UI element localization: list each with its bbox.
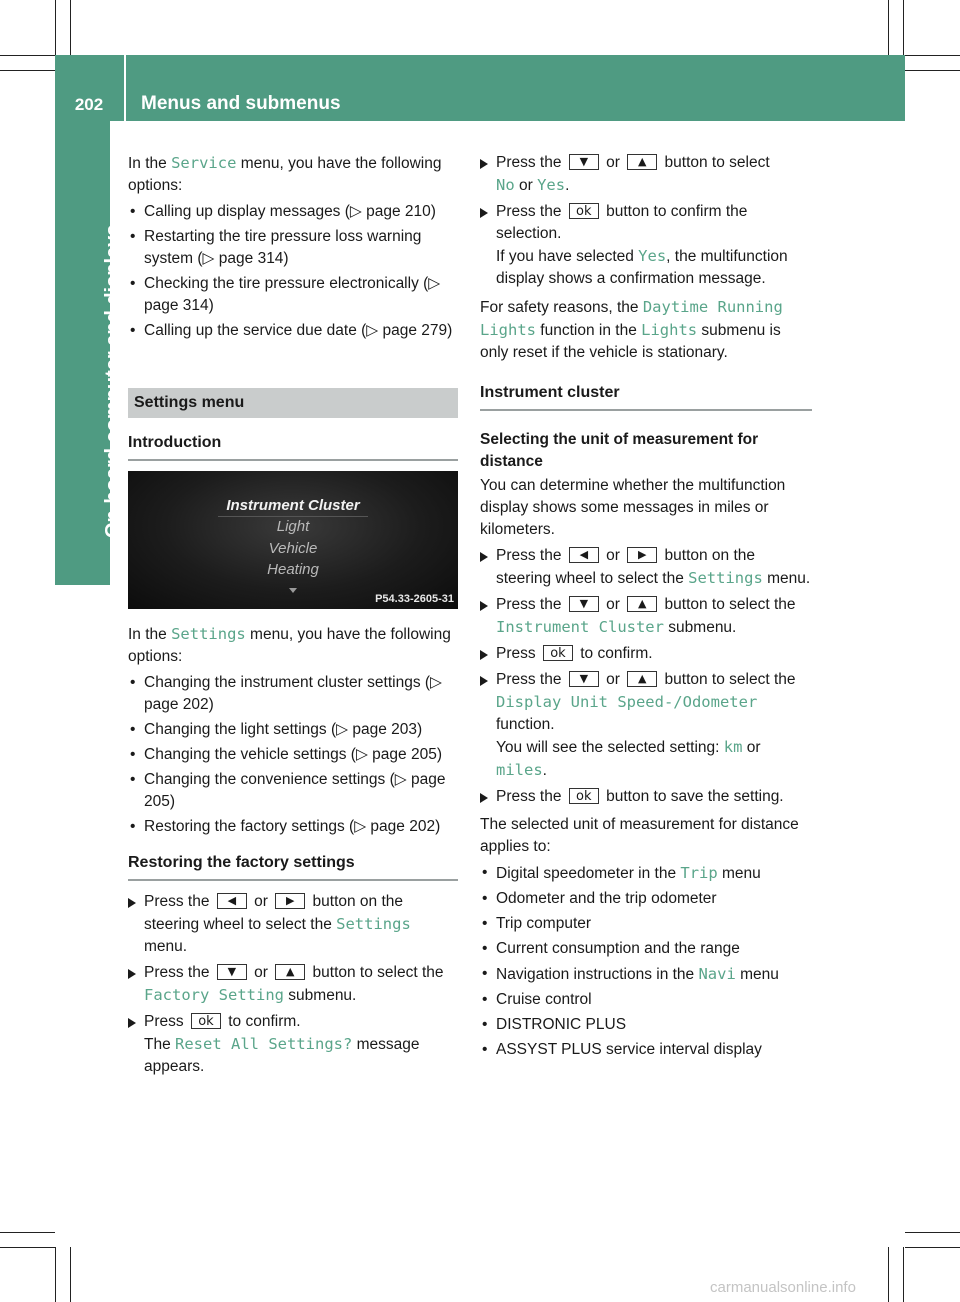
glyph: ok (198, 1014, 214, 1029)
glyph: ▼ (579, 155, 589, 168)
image-code: P54.33-2605-31 (375, 593, 454, 605)
list-item: • Calling up the service due date (▷ page 279) (128, 320, 458, 342)
glyph: ▼ (579, 672, 589, 685)
text: to confirm. (580, 645, 653, 662)
ok-key-icon (569, 788, 599, 804)
header-divider (124, 55, 126, 121)
option-name: miles (496, 761, 543, 779)
text: submenu. (663, 619, 737, 636)
glyph: ▲ (637, 597, 647, 610)
menu-item: Light (276, 518, 310, 535)
text: menu. (762, 570, 811, 587)
step-arrow-icon (480, 552, 488, 562)
function-name: Daytime Running Lights (480, 298, 783, 339)
text: . (542, 762, 547, 779)
menu-name: Factory Setting (144, 986, 284, 1004)
down-key-icon (569, 154, 599, 170)
text: Press (496, 645, 536, 662)
crop-mark (55, 0, 56, 55)
down-key-icon (569, 596, 599, 612)
submenu-name: Instrument Cluster (496, 618, 664, 636)
text: For safety reasons, the (480, 299, 643, 316)
glyph: ok (576, 789, 592, 804)
text: or (254, 893, 268, 910)
text: Press the (496, 203, 562, 220)
text: In the (128, 155, 172, 172)
section-heading: Restoring the factory settings (128, 852, 458, 881)
instruction-step (480, 643, 812, 665)
function-name: Display Unit Speed-/Odometer (496, 693, 758, 711)
list-item: • Checking the tire pressure electronically (▷ page 314) (128, 273, 458, 317)
text: The (144, 1036, 176, 1053)
instruction-step (480, 786, 812, 808)
crop-mark (905, 1232, 960, 1233)
section-heading: Introduction (128, 432, 458, 461)
text: or (606, 154, 620, 171)
text: Press the (496, 788, 562, 805)
section-band: Settings menu (128, 388, 458, 418)
text: Press the (496, 154, 562, 171)
instruction-step (128, 1011, 458, 1078)
list-item (480, 963, 812, 986)
list-item: • Restoring the factory settings (▷ page 202) (128, 816, 458, 838)
text: , the multifunction display shows a confirmation message. (496, 248, 788, 287)
message-name: Reset All Settings? (175, 1035, 353, 1053)
up-key-icon (627, 596, 657, 612)
menu-item: Heating (267, 561, 319, 578)
text: menu (735, 966, 779, 983)
applies-list (480, 862, 812, 1061)
menu-name: Settings (688, 569, 763, 587)
text: menu, you have the following options: (128, 626, 451, 665)
text: submenu. (283, 987, 357, 1004)
watermark: carmanualsonline.info (710, 1279, 856, 1296)
text: or (606, 547, 620, 564)
list-item: • Trip computer (480, 913, 812, 935)
step-arrow-icon (480, 208, 488, 218)
menu-name: Navi (698, 965, 736, 983)
paragraph: The selected unit of measurement for distance applies to: (480, 816, 799, 855)
text: If you have selected (496, 248, 639, 265)
crop-mark (888, 0, 889, 55)
text: Press the (496, 671, 562, 688)
instruction-step (480, 201, 812, 290)
list-item: • Odometer and the trip odometer (480, 888, 812, 910)
crop-mark (70, 1247, 71, 1302)
list-item: • Calling up display messages (▷ page 210) (128, 201, 458, 223)
left-key-icon (217, 893, 247, 909)
text: button to select the (664, 596, 796, 613)
safety-note (480, 296, 812, 364)
instruction-step (480, 152, 812, 197)
page-title: Menus and submenus (141, 93, 341, 114)
crop-mark (888, 1247, 889, 1302)
crop-mark (70, 0, 71, 55)
text: button on the steering wheel to select the (496, 547, 756, 587)
glyph: ▲ (637, 155, 647, 168)
text: or (514, 177, 538, 194)
crop-mark (905, 1247, 960, 1248)
glyph: ok (550, 646, 566, 661)
list-item: • Changing the light settings (▷ page 203) (128, 719, 458, 741)
text: button to select the (312, 964, 444, 981)
text: submenu is only reset if the vehicle is stationary. (480, 322, 781, 361)
text: to confirm. (228, 1013, 301, 1030)
text: Digital speedometer in the (496, 865, 681, 882)
up-key-icon (627, 671, 657, 687)
up-key-icon (275, 964, 305, 980)
text: Press the (144, 893, 210, 910)
text: function. (496, 716, 555, 733)
display-screenshot (128, 471, 458, 609)
glyph: ▼ (579, 597, 589, 610)
menu-item: Vehicle (268, 540, 318, 557)
text: menu, you have the following options: (128, 155, 442, 194)
menu-name: Trip (680, 864, 718, 882)
right-key-icon (627, 547, 657, 563)
ok-key-icon (543, 645, 573, 661)
down-key-icon (217, 964, 247, 980)
text: menu. (144, 938, 188, 955)
step-arrow-icon (480, 159, 488, 169)
instruction-step (128, 962, 458, 1007)
menu-name: Lights (641, 321, 698, 339)
crop-mark (903, 1247, 904, 1302)
text: button to confirm the selection. (496, 203, 748, 242)
option-name: Yes (638, 247, 667, 265)
ok-key-icon (191, 1013, 221, 1029)
list-item: • Changing the instrument cluster settings (▷ page 202) (128, 672, 458, 716)
instruction-step (480, 669, 812, 782)
down-key-icon (569, 671, 599, 687)
list-item: • Current consumption and the range (480, 938, 812, 960)
section-heading: Instrument cluster (480, 382, 812, 411)
text: button on the steering wheel to select the (144, 893, 404, 933)
text: In the (128, 626, 172, 643)
text: Press the (496, 547, 562, 564)
page-number: 202 (74, 95, 104, 114)
right-column (480, 152, 812, 1067)
text: button to select the (664, 671, 796, 688)
crop-mark (55, 1247, 56, 1302)
step-arrow-icon (128, 1018, 136, 1028)
scroll-down-icon (289, 588, 297, 593)
list-item: • Changing the convenience settings (▷ page 205) (128, 769, 458, 813)
step-arrow-icon (480, 793, 488, 803)
text: Press the (496, 596, 562, 613)
glyph: ◀ (579, 548, 589, 561)
left-key-icon (569, 547, 599, 563)
glyph: ▶ (285, 894, 295, 907)
crop-mark (0, 55, 55, 56)
paragraph: You can determine whether the multifunction display shows some messages in miles or kilometers. (480, 477, 786, 538)
option-name: Yes (537, 176, 566, 194)
step-arrow-icon (128, 898, 136, 908)
menu-name: Settings (336, 915, 411, 933)
list-item: • Restarting the tire pressure loss warning system (▷ page 314) (128, 226, 458, 270)
glyph: ▼ (227, 965, 237, 978)
menu-name: Service (171, 154, 237, 172)
text: You will see the selected setting: (496, 739, 724, 756)
text: or (742, 739, 761, 756)
text: Press the (144, 964, 210, 981)
menu-item: Instrument Cluster (226, 497, 360, 514)
subsection-heading: Selecting the unit of measurement for distance (480, 431, 759, 470)
crop-mark (905, 55, 960, 56)
instruction-step (480, 594, 812, 639)
text: button to select (664, 154, 770, 171)
settings-options-list (128, 672, 458, 838)
step-arrow-icon (480, 676, 488, 686)
crop-mark (0, 70, 55, 71)
option-name: No (496, 176, 515, 194)
text: or (606, 596, 620, 613)
text: or (606, 671, 620, 688)
settings-intro (128, 623, 458, 668)
step-arrow-icon (128, 969, 136, 979)
text: function in the (536, 322, 642, 339)
list-item (480, 862, 812, 885)
list-item: • ASSYST PLUS service interval display (480, 1039, 812, 1061)
instruction-step (480, 545, 812, 590)
glyph: ok (576, 204, 592, 219)
crop-mark (0, 1247, 55, 1248)
instruction-step (128, 891, 458, 958)
service-intro (128, 152, 458, 197)
crop-mark (0, 1232, 55, 1233)
glyph: ▶ (637, 548, 647, 561)
crop-mark (903, 0, 904, 55)
glyph: ▲ (285, 965, 295, 978)
option-name: km (723, 738, 743, 756)
menu-name: Settings (171, 625, 246, 643)
list-item: • Cruise control (480, 989, 812, 1011)
glyph: ▲ (637, 672, 647, 685)
text: Press (144, 1013, 184, 1030)
list-item: • Changing the vehicle settings (▷ page 205) (128, 744, 458, 766)
list-item: • DISTRONIC PLUS (480, 1014, 812, 1036)
right-key-icon (275, 893, 305, 909)
left-column (128, 152, 458, 1082)
side-tab-label: On-board computer and displays (102, 224, 124, 538)
crop-mark (905, 70, 960, 71)
up-key-icon (627, 154, 657, 170)
step-arrow-icon (480, 601, 488, 611)
text: button to save the setting. (606, 788, 784, 805)
service-options-list (128, 201, 458, 342)
ok-key-icon (569, 203, 599, 219)
text: or (254, 964, 268, 981)
text: Navigation instructions in the (496, 966, 699, 983)
step-arrow-icon (480, 650, 488, 660)
text: . (565, 177, 570, 194)
text: menu (717, 865, 761, 882)
text: message appears. (144, 1036, 420, 1075)
glyph: ◀ (227, 894, 237, 907)
